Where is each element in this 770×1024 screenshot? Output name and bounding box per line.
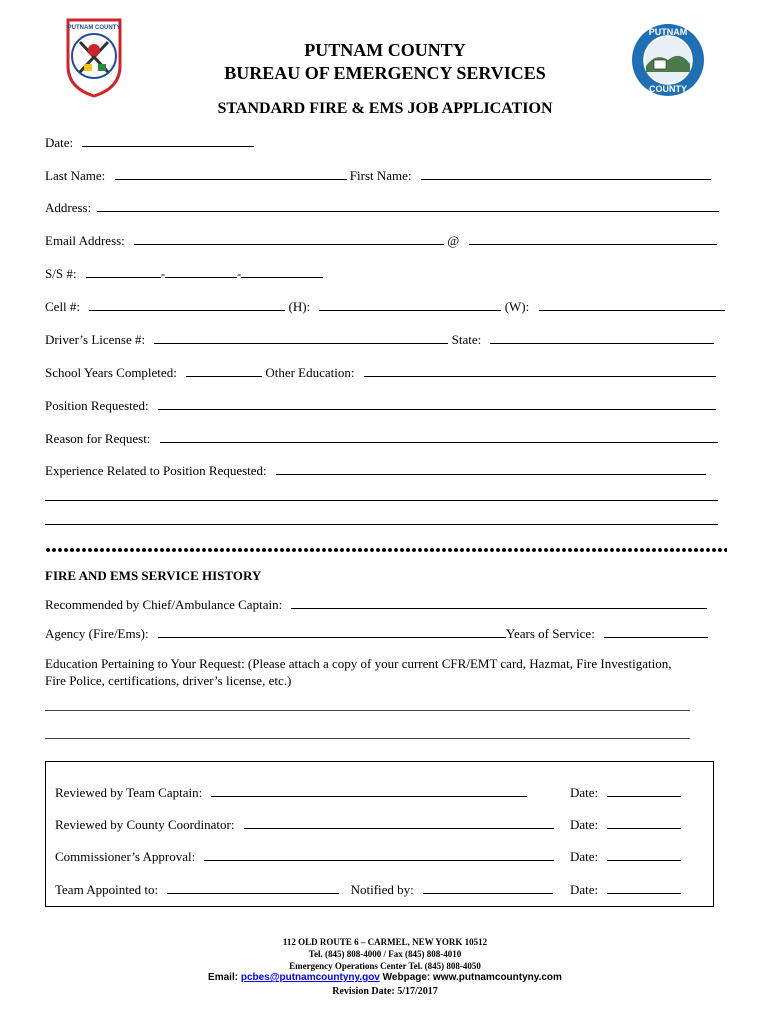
position-label: Position Requested: [45,398,149,413]
footer-address: 112 OLD ROUTE 6 – CARMEL, NEW YORK 10512 [282,937,488,947]
ssn-label: S/S #: [45,266,77,281]
appointed-date-row [570,882,681,898]
home-phone-field[interactable] [319,299,501,311]
license-row [45,332,714,348]
education-line-2[interactable] [45,738,690,739]
seal-bottom-text: COUNTY [649,84,687,94]
captain-date-label: Date: [570,785,599,800]
experience-line-2[interactable] [45,500,718,501]
years-field[interactable] [604,626,708,638]
commissioner-label: Commissioner’s Approval: [55,849,196,864]
ssn-part-1[interactable] [86,266,161,278]
email-label: Email Address: [45,233,125,248]
other-education-label: Other Education: [265,365,355,380]
commissioner-date-label: Date: [570,849,599,864]
county-title: PUTNAM COUNTY [304,40,466,60]
email-domain-field[interactable] [469,233,717,245]
ssn-dash-1: - [160,266,166,281]
first-name-label: First Name: [349,168,412,183]
footer-contact [0,972,770,983]
at-sign: @ [447,233,460,248]
education-row [45,365,716,381]
notified-by-field[interactable] [423,882,553,894]
reason-field[interactable] [160,431,718,443]
commissioner-field[interactable] [204,849,554,861]
email-label: Email: [208,972,239,983]
last-name-field[interactable] [115,168,347,180]
commissioner-row [55,849,554,865]
name-row [45,168,711,184]
work-phone-field[interactable] [539,299,725,311]
commissioner-date-field[interactable] [607,849,681,861]
coordinator-row [55,817,554,833]
experience-line-3[interactable] [45,524,718,525]
date-field[interactable] [82,135,254,147]
last-name-label: Last Name: [45,168,106,183]
address-label: Address: [45,200,92,215]
date-label: Date: [45,135,74,150]
agency-row [45,626,708,642]
bureau-title: BUREAU OF EMERGENCY SERVICES [224,63,546,83]
captain-date-field[interactable] [607,785,681,797]
history-title: FIRE AND EMS SERVICE HISTORY [45,568,262,583]
first-name-field[interactable] [421,168,711,180]
county-coordinator-field[interactable] [244,817,554,829]
school-years-label: School Years Completed: [45,365,177,380]
home-label: (H): [288,299,311,314]
email-user-field[interactable] [134,233,444,245]
cell-field[interactable] [89,299,285,311]
education-line-1[interactable] [45,710,690,711]
footer-eoc: Emergency Operations Center Tel. (845) 808-4050 [289,961,481,971]
recommended-label: Recommended by Chief/Ambulance Captain: [45,597,283,612]
footer-phone: Tel. (845) 808-4000 / Fax (845) 808-4010 [308,949,462,959]
state-label: State: [451,332,482,347]
date-row [45,135,254,151]
notified-by-label: Notified by: [350,882,414,897]
ssn-dash-2: - [237,266,242,281]
school-years-field[interactable] [186,365,262,377]
state-field[interactable] [490,332,714,344]
license-field[interactable] [154,332,448,344]
team-captain-label: Reviewed by Team Captain: [55,785,203,800]
email-row [45,233,717,249]
agency-label: Agency (Fire/Ems): [45,626,149,641]
other-education-field[interactable] [364,365,716,377]
experience-label: Experience Related to Position Requested: [45,463,267,478]
revision-date: Revision Date: 5/17/2017 [332,986,438,997]
team-appointed-field[interactable] [167,882,339,894]
ssn-part-3[interactable] [241,266,323,278]
agency-field[interactable] [158,626,506,638]
ssn-row [45,266,323,282]
appointed-date-label: Date: [570,882,599,897]
experience-row [45,463,706,479]
coordinator-date-label: Date: [570,817,599,832]
work-label: (W): [504,299,530,314]
ssn-part-2[interactable] [165,266,237,278]
appointed-date-field[interactable] [607,882,681,894]
team-captain-field[interactable] [211,785,527,797]
education-note-2: Fire Police, certifications, driver’s license, etc.) [45,673,292,688]
team-appointed-label: Team Appointed to: [55,882,159,897]
form-title: STANDARD FIRE & EMS JOB APPLICATION [217,100,553,117]
recommended-field[interactable] [291,597,707,609]
email-link[interactable]: pcbes@putnamcountyny.gov [240,972,380,983]
position-field[interactable] [158,398,716,410]
phone-row [45,299,725,315]
license-label: Driver’s License #: [45,332,146,347]
dotted-separator [45,548,727,552]
address-field[interactable] [97,200,719,212]
logo-text: PUTNAM COUNTY [67,25,121,31]
coordinator-date-row [570,817,681,833]
captain-row [55,785,527,801]
cell-label: Cell #: [45,299,81,314]
position-row [45,398,716,414]
appointed-row [55,882,553,898]
recommended-row [45,597,707,613]
webpage-text: Webpage: www.putnamcountyny.com [382,972,562,983]
reason-label: Reason for Request: [45,431,151,446]
county-coordinator-label: Reviewed by County Coordinator: [55,817,235,832]
commissioner-date-row [570,849,681,865]
address-row [45,200,719,216]
reason-row [45,431,718,447]
coordinator-date-field[interactable] [607,817,681,829]
captain-date-row [570,785,681,801]
experience-field[interactable] [276,463,706,475]
seal-top-text: PUTNAM [648,27,688,37]
education-note-1: Education Pertaining to Your Request: (Please attach a copy of your current CFR/EMT card, Hazmat, Fire Investigation, [45,656,672,671]
years-label: Years of Service: [505,626,595,641]
